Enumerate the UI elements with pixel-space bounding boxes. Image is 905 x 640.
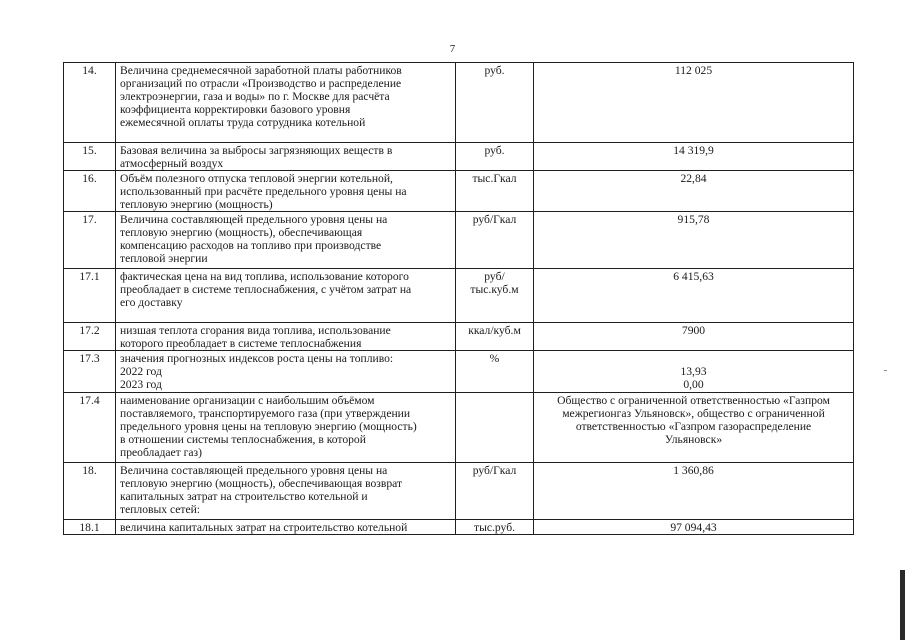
parameter-name: [116, 520, 456, 535]
row-number: 18.1: [64, 520, 116, 535]
parameter-value-line: 14 319,9: [673, 144, 714, 157]
row-number: 17.4: [64, 393, 116, 463]
parameter-name: [116, 463, 456, 520]
table-row: [64, 269, 854, 323]
parameter-value: [534, 463, 854, 520]
unit-of-measure-line: ккал/куб.м: [468, 324, 521, 337]
row-number: 15.: [64, 143, 116, 171]
unit-of-measure-line: тыс.руб.: [474, 521, 515, 534]
parameter-name-line: Объём полезного отпуска тепловой энергии котельной,: [120, 172, 393, 185]
parameter-name-line: Величина составляющей предельного уровня цены на: [120, 464, 388, 477]
parameter-name-line: в отношении системы теплоснабжения, в которой: [120, 433, 366, 446]
parameter-value-line: 112 025: [674, 64, 713, 77]
parameter-name-line: низшая теплота сгорания вида топлива, использование: [120, 324, 391, 337]
parameter-name-line: организаций по отрасли «Производство и распределение: [120, 77, 402, 90]
parameter-name: [116, 171, 456, 212]
parameter-value: [534, 520, 854, 535]
parameter-name: [116, 63, 456, 143]
parameter-name-line: атмосферный воздух: [120, 157, 224, 170]
parameter-value: [534, 171, 854, 212]
unit-of-measure: [456, 171, 534, 212]
unit-of-measure: [456, 520, 534, 535]
table-row: [64, 63, 854, 143]
parameter-value-line: ответственностью «Газпром газораспределение: [575, 420, 812, 433]
parameter-value: [534, 393, 854, 463]
parameter-name: [116, 351, 456, 393]
parameter-name-line: Величина среднемесячной заработной платы работников: [120, 64, 402, 77]
parameter-name-line: преобладает в системе теплоснабжения, с учётом затрат на: [120, 283, 412, 296]
parameter-name-line: 2023 год: [120, 378, 162, 391]
parameter-value-line: 915,78: [677, 213, 710, 226]
unit-of-measure-line: руб/: [484, 270, 505, 283]
row-number: 16.: [64, 171, 116, 212]
parameter-name-line: его доставку: [120, 296, 183, 309]
parameter-name-line: капитальных затрат на строительство котельной и: [120, 490, 368, 503]
table-row: [64, 212, 854, 269]
parameter-name-line: тепловой энергии: [120, 252, 208, 265]
parameter-name-line: ежемесячной оплаты труда сотрудника котельной: [120, 116, 366, 129]
parameter-name-line: предельного уровня цены на тепловую энергию (мощность): [120, 420, 417, 433]
parameter-name-line: использованный при расчёте предельного уровня цены на: [120, 185, 407, 198]
row-number: 18.: [64, 463, 116, 520]
parameter-name-line: Величина составляющей предельного уровня цены на: [120, 213, 388, 226]
unit-of-measure-line: [460, 394, 529, 407]
unit-of-measure: [456, 63, 534, 143]
parameter-value: [534, 143, 854, 171]
table-row: [64, 520, 854, 535]
table-row: [64, 351, 854, 393]
parameter-name-line: электроэнергии, газа и воды» по г. Москве для расчёта: [120, 90, 390, 103]
unit-of-measure-line: руб/Гкал: [472, 464, 517, 477]
unit-of-measure-line: тыс.Гкал: [472, 172, 517, 185]
unit-of-measure-line: руб.: [484, 64, 505, 77]
unit-of-measure: [456, 393, 534, 463]
parameter-value: [534, 351, 854, 393]
parameter-value: [534, 269, 854, 323]
parameter-value-line: 7900: [681, 324, 706, 337]
parameter-value-line: Общество с ограниченной ответственностью «Газпром: [557, 394, 830, 407]
parameter-value-line: 6 415,63: [673, 270, 714, 283]
parameter-value-line: 0,00: [683, 378, 704, 391]
parameter-value-line: [538, 352, 849, 365]
table-row: [64, 393, 854, 463]
parameter-value-line: 97 094,43: [670, 521, 717, 534]
row-number: 17.3: [64, 351, 116, 393]
unit-of-measure: [456, 351, 534, 393]
unit-of-measure: [456, 143, 534, 171]
parameter-name-line: значения прогнозных индексов роста цены на топливо:: [120, 352, 394, 365]
parameter-name: [116, 212, 456, 269]
parameter-value-line: 13,93: [680, 365, 707, 378]
unit-of-measure-line: %: [489, 352, 500, 365]
parameter-name-line: тепловую энергию (мощность): [120, 198, 273, 211]
unit-of-measure: [456, 212, 534, 269]
scan-edge-mark: [900, 570, 905, 640]
row-number: 17.1: [64, 269, 116, 323]
table-row: [64, 323, 854, 351]
parameter-name-line: тепловую энергию (мощность), обеспечивающая возврат: [120, 477, 403, 490]
parameter-name-line: тепловых сетей:: [120, 503, 201, 516]
table-row: [64, 171, 854, 212]
parameter-name-line: коэффициента корректировки базового уровня: [120, 103, 351, 116]
table-row: [64, 143, 854, 171]
parameter-name-line: преобладает газ): [120, 446, 202, 459]
unit-of-measure: [456, 323, 534, 351]
parameter-name-line: фактическая цена на вид топлива, использование которого: [120, 270, 409, 283]
row-number: 17.2: [64, 323, 116, 351]
parameter-name: [116, 323, 456, 351]
parameter-name-line: 2022 год: [120, 365, 162, 378]
unit-of-measure-line: тыс.куб.м: [470, 283, 519, 296]
tariff-parameters-table: [63, 62, 854, 535]
parameter-value: [534, 323, 854, 351]
table-row: [64, 463, 854, 520]
unit-of-measure: [456, 463, 534, 520]
parameter-name-line: Базовая величина за выбросы загрязняющих веществ в: [120, 144, 393, 157]
parameter-name-line: компенсацию расходов на топливо при производстве: [120, 239, 382, 252]
parameter-value: [534, 63, 854, 143]
parameter-value-line: Ульяновск»: [664, 433, 723, 446]
row-number: 14.: [64, 63, 116, 143]
parameter-name-line: которого преобладает в системе теплоснабжения: [120, 337, 362, 350]
parameter-value-line: 22,84: [680, 172, 707, 185]
parameter-name-line: поставляемого, транспортируемого газа (при утверждении: [120, 407, 411, 420]
parameter-name-line: величина капитальных затрат на строительство котельной: [120, 521, 408, 534]
row-number: 17.: [64, 212, 116, 269]
parameter-value-line: межрегионгаз Ульяновск», общество с ограниченной: [562, 407, 825, 420]
parameter-name: [116, 143, 456, 171]
unit-of-measure: [456, 269, 534, 323]
parameter-name-line: наименование организации с наибольшим объёмом: [120, 394, 375, 407]
unit-of-measure-line: руб/Гкал: [472, 213, 517, 226]
unit-of-measure-line: руб.: [484, 144, 505, 157]
scan-dot-mark: [884, 370, 887, 371]
parameter-name-line: тепловую энергию (мощность), обеспечивающая: [120, 226, 363, 239]
parameter-name: [116, 393, 456, 463]
parameter-name: [116, 269, 456, 323]
page-number: 7: [449, 43, 456, 55]
parameter-value: [534, 212, 854, 269]
parameter-value-line: 1 360,86: [673, 464, 714, 477]
